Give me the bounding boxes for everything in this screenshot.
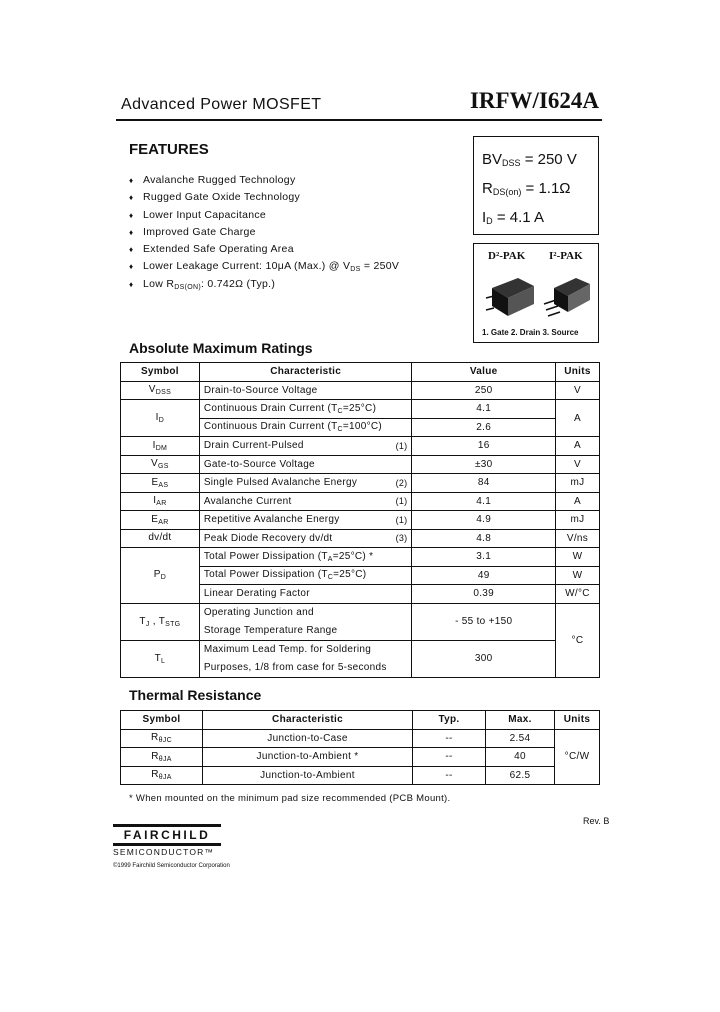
pin-legend: 1. Gate 2. Drain 3. Source: [482, 328, 579, 337]
amr-title: Absolute Maximum Ratings: [129, 340, 313, 356]
bullet-icon: ♦: [129, 193, 134, 203]
logo-subtitle: SEMICONDUCTOR™: [113, 847, 215, 857]
package-drawing: [478, 266, 596, 326]
features-title: FEATURES: [129, 141, 209, 158]
table-row: $I_D$ Continuous Drain Current $(T_C=25^\circ C)$ 4.1 A: [121, 400, 600, 419]
features-list: [129, 172, 399, 293]
feature-item: ♦ Low $R_{DS(ON)}$: 0.742Ω (Typ.): [129, 276, 399, 293]
i2pak-label: I²-PAK: [549, 250, 583, 262]
table-row: $T_L$ Maximum Lead Temp. for Soldering Purposes, 1/8 from case for 5-seconds 300: [121, 640, 600, 677]
table-row: $I_{AR}$ Avalanche Current (1) 4.1 A: [121, 492, 600, 511]
table-header-row: Symbol Characteristic Value Units: [121, 363, 600, 382]
table-row: $R_{\theta JA}$ Junction-to-Ambient -- 62.5: [121, 766, 600, 785]
d2pak-label: D²-PAK: [488, 250, 526, 262]
logo-name: FAIRCHILD: [113, 824, 221, 846]
bullet-icon: ♦: [129, 176, 134, 185]
bullet-icon: ♦: [129, 245, 134, 255]
feature-item: ♦ Extended Safe Operating Area: [129, 241, 399, 258]
table-row: $P_D$ Total Power Dissipation $(T_A=25^\circ C)$ * 3.1 W: [121, 548, 600, 567]
copyright: ©1999 Fairchild Semiconductor Corporation: [113, 863, 230, 869]
spec-bvdss: $BV_{DSS} = 250$ V: [482, 151, 577, 168]
bullet-icon: ♦: [129, 279, 134, 289]
thermal-resistance-table: [120, 710, 600, 785]
feature-item: ♦ Avalanche Rugged Technology: [129, 172, 399, 189]
package-box: [473, 243, 599, 343]
bullet-icon: ♦: [129, 227, 134, 237]
feature-item: ♦ Lower Leakage Current: 10μA (Max.) @ $V_{DS} = 250V$: [129, 258, 399, 275]
spec-rdson: $R_{DS(on)} = 1.1\Omega$: [482, 180, 571, 197]
absolute-max-ratings-table: [120, 362, 600, 678]
table-row: Continuous Drain Current $(T_C=100^\circ C)$ 2.6: [121, 418, 600, 437]
feature-item: ♦ Lower Input Capacitance: [129, 207, 399, 224]
table-row: $I_{DM}$ Drain Current-Pulsed (1) 16 A: [121, 437, 600, 456]
table-row: $R_{\theta JC}$ Junction-to-Case -- 2.54 °C/W: [121, 729, 600, 748]
revision-label: Rev. B: [583, 816, 610, 826]
table-row: $T_J$ , $T_{STG}$ Operating Junction and Storage Temperature Range - 55 to +150 °C: [121, 603, 600, 640]
feature-item: ♦ Improved Gate Charge: [129, 224, 399, 241]
footnote: * When mounted on the minimum pad size recommended (PCB Mount).: [129, 793, 451, 804]
table-row: $R_{\theta JA}$ Junction-to-Ambient * -- 40: [121, 748, 600, 767]
table-row: $E_{AR}$ Repetitive Avalanche Energy (1) 4.9 mJ: [121, 511, 600, 530]
bullet-icon: ♦: [129, 262, 134, 272]
table-row: dv/dt Peak Diode Recovery dv/dt (3) 4.8 V/ns: [121, 529, 600, 548]
bullet-icon: ♦: [129, 210, 134, 220]
d2pak-package-icon: [486, 278, 534, 316]
table-row: $V_{GS}$ Gate-to-Source Voltage ±30 V: [121, 455, 600, 474]
feature-item: ♦ Rugged Gate Oxide Technology: [129, 189, 399, 206]
header-rule: [116, 119, 602, 121]
table-row: $E_{AS}$ Single Pulsed Avalanche Energy (2) 84 mJ: [121, 474, 600, 493]
thermal-title: Thermal Resistance: [129, 687, 262, 703]
table-row: Total Power Dissipation $(T_C=25^\circ C)$ 49 W: [121, 566, 600, 585]
spec-id: $I_D = 4.1$ A: [482, 209, 544, 226]
table-header-row: Symbol Characteristic Typ. Max. Units: [121, 711, 600, 730]
part-number: IRFW/I624A: [469, 88, 599, 113]
table-row: $V_{DSS}$ Drain-to-Source Voltage 250 V: [121, 381, 600, 400]
document-title: Advanced Power MOSFET: [121, 96, 322, 113]
table-row: Linear Derating Factor 0.39 W/°C: [121, 585, 600, 604]
i2pak-package-icon: [544, 278, 590, 316]
fairchild-logo: [113, 824, 221, 857]
key-specs-box: [473, 136, 599, 235]
